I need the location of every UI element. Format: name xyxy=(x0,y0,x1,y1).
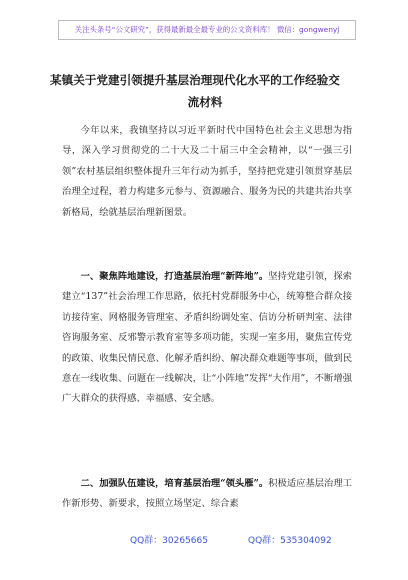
header-note: 关注头条号“公文研究”，获得最新最全最专业的公文资料库！ 微信：gongwenyj xyxy=(58,20,356,40)
section-1-paragraph xyxy=(62,267,352,410)
title-line-2: 流材料 xyxy=(187,95,223,109)
section-2-paragraph xyxy=(62,474,352,515)
section-2-heading: 二、加强队伍建设，培育基层治理“领头雁”。 xyxy=(80,478,269,489)
footer xyxy=(0,532,408,550)
title-line-1: 某镇关于党建引领提升基层治理现代化水平的工作经验交 xyxy=(50,73,340,87)
intro-paragraph: 今年以来，我镇坚持以习近平新时代中国特色社会主义思想为指导，深入学习贯彻党的二十大及二十届三中全会精神，以“一强三引领”农村基层组织整体提升三年行动为抓手，坚持把党建引领贯穿基层治理全过程，着力构建多元参与、资源融合、服务为民的共建共治共享新格局，绘就基层治理新图景。 xyxy=(62,125,352,218)
document-title xyxy=(50,70,360,112)
section-2-body: 积极适应基层治理工作新形势、新要求，按照立场坚定、综合素 xyxy=(62,478,352,510)
section-1-heading: 一、聚焦阵地建设，打造基层治理“新阵地”。 xyxy=(80,271,269,282)
section-1-body: 坚持党建引领，探索建立“137”社会治理工作思路，依托村党群服务中心，统筹整合群众接访接待室、网格服务管理室、矛盾纠纷调处室、信访分析研判室、法律咨询服务室、反邪警示教育室等多项功能，实现一室多用，聚焦宣传党的政策、收集民情民意、化解矛盾纠纷、解决群众难题等事项，做到民意在一线收集、问题在一线解决，让“小阵地”发挥“大作用”，不断增强广大群众的获得感、幸福感、安全感。 xyxy=(62,271,352,405)
footer-qq-group-2: QQ群：535304092 xyxy=(248,536,332,546)
footer-qq-group-1: QQ群：30265665 xyxy=(130,536,208,546)
